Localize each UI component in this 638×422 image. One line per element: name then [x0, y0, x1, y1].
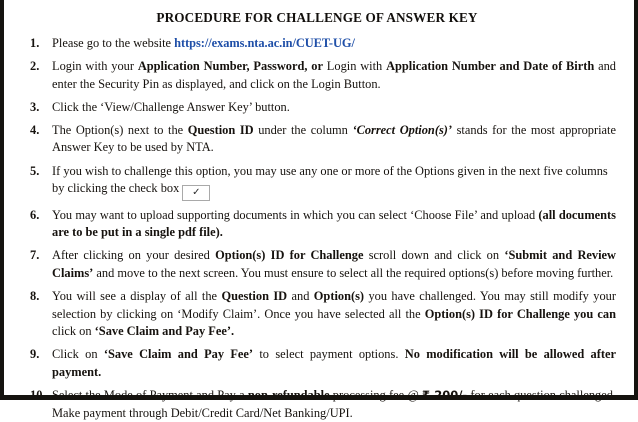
text-segment: Login with your	[52, 59, 138, 74]
list-item-number: 10.	[30, 388, 46, 402]
text-segment-bold: ‘Save Claim and Pay Fee’	[103, 347, 254, 362]
cuet-website-link[interactable]: https://exams.nta.ac.in/CUET-UG/	[174, 36, 355, 50]
text-segment-bold: Option(s) ID for Challenge	[215, 248, 364, 263]
list-item	[14, 58, 620, 93]
list-item-text	[52, 288, 620, 341]
text-segment-bold: No modification will be allowed after payment.	[52, 347, 616, 379]
list-item-number: 4.	[30, 122, 40, 137]
text-segment-bold: Question ID	[187, 122, 254, 137]
list-item-text	[52, 122, 620, 157]
text-segment-bold-italic: ‘Correct Option(s)’	[352, 122, 453, 137]
list-item	[14, 99, 620, 117]
text-segment-bold: ‘Submit and Review Claims’	[52, 248, 616, 280]
list-item-text	[52, 207, 620, 242]
list-item	[14, 163, 620, 202]
text-segment: for each question challenged. Make payment through Debit/Credit Card/Net Banking/UPI.	[52, 388, 616, 420]
text-segment-bold: Application Number, Password, or	[137, 59, 323, 74]
list-item	[14, 387, 620, 422]
list-item	[14, 346, 620, 381]
fee-amount: ₹ 200/-	[422, 388, 468, 402]
text-segment: You may want to upload supporting documents in which you can select ‘Choose File’ and upload	[52, 207, 539, 222]
text-segment: scroll down and click on	[363, 248, 505, 263]
list-item	[14, 207, 620, 242]
list-item	[14, 288, 620, 341]
text-segment-bold: ‘Save Claim and Pay Fee’.	[94, 324, 235, 339]
text-segment: Click on	[52, 347, 104, 362]
list-item-number: 9.	[30, 347, 40, 362]
list-item-number: 8.	[30, 289, 40, 304]
list-item-number: 2.	[30, 59, 40, 74]
text-segment-bold: Application Number and Date of Birth	[386, 59, 595, 74]
text-segment: and enter the Security Pin as displayed, and click on the Login Button.	[52, 59, 616, 91]
text-segment-bold: Option(s)	[313, 289, 365, 304]
text-segment-bold: non-refundable	[247, 388, 330, 402]
text-segment: and move to the next screen. You must ensure to select all the required options(s) before moving further.	[93, 265, 614, 280]
text-segment: you have challenged. You may still modify your selection by clicking on ‘Modify Claim’. Once you have selected all the	[52, 289, 616, 321]
list-item-text	[52, 35, 620, 53]
text-segment: Select the Mode of Payment and Pay a	[52, 388, 248, 402]
text-segment: under the column	[253, 122, 353, 137]
text-segment: Login with	[322, 59, 387, 74]
page-title: PROCEDURE FOR CHALLENGE OF ANSWER KEY	[156, 10, 478, 25]
text-segment-bold: (all documents are to be put in a single pdf file).	[52, 207, 616, 240]
list-item-number: 1.	[30, 36, 40, 50]
text-segment: After clicking on your desired	[52, 248, 216, 263]
list-item-text	[52, 58, 620, 93]
text-segment: processing fee @	[329, 388, 423, 402]
list-item-text	[52, 387, 620, 422]
procedure-list	[14, 35, 620, 422]
text-segment: and	[287, 289, 314, 304]
list-item-text: Click the ‘View/Challenge Answer Key’ button.	[52, 99, 290, 114]
list-item	[14, 247, 620, 282]
list-item	[14, 122, 620, 157]
list-item-number: 3.	[30, 99, 40, 114]
list-item-text	[52, 346, 620, 381]
text-segment: stands for the most appropriate Answer Key to be used by NTA.	[52, 122, 616, 155]
list-item-number: 5.	[30, 163, 40, 178]
text-segment: click on	[52, 324, 95, 339]
text-segment-bold: Question ID	[221, 289, 288, 304]
checkbox-icon[interactable]: ✓	[182, 185, 210, 201]
list-item-number: 6.	[30, 207, 40, 222]
list-item	[14, 35, 620, 53]
list-item-number: 7.	[30, 248, 40, 263]
text-segment-bold: Option(s) ID for Challenge you can	[424, 306, 616, 321]
text-segment: The Option(s) next to the	[52, 122, 188, 137]
text-segment: You will see a display of all the	[52, 289, 222, 304]
list-item-text	[52, 163, 620, 202]
text-segment: to select payment options.	[253, 347, 405, 362]
list-item-text	[52, 247, 620, 282]
text-segment: Please go to the website	[52, 36, 175, 50]
text-segment: If you wish to challenge this option, you may use any one or more of the Options given in the next five columns by clicking the check box	[52, 163, 608, 196]
